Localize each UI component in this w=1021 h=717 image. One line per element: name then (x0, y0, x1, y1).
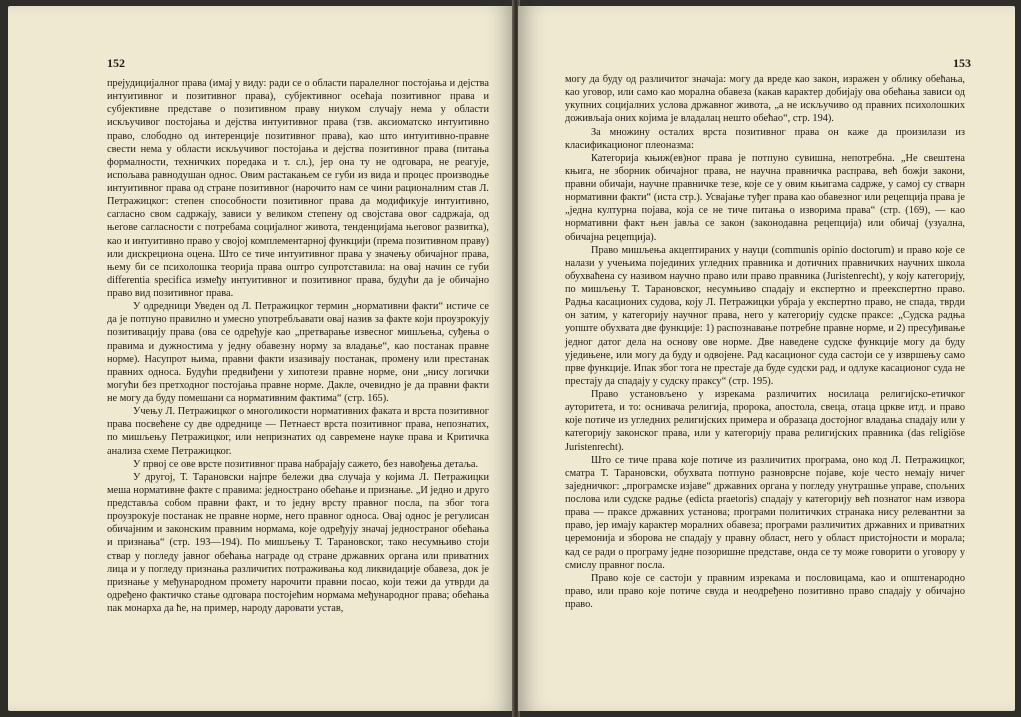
paragraph: Што се тиче права које потиче из различитих програма, оно код Л. Петражицког, сматра Т. Тарановски, обухвата потпуно разноврсне појаве, које често немају ничег заједничког: „програмске изјаве“ државних органа у погледу унутрашње управе, спољних послова или судске радње (edicta praetoris) спадају у категорију већ познатог нам извора права — праксе државних установа; програми политичких странака нису релевантни за право, јер имају карактер моралних обавеза; програми различитих државних и приватних церемонија и зборова не спадају у правну област, него у област пристојности и морала; кад се ради о програму једне позоришне представе, онда се ту може говорити о уговору у смислу правног посла. (565, 454, 965, 571)
paragraph: прејудицијалног права (имај у виду: ради се о области паралелног постојања и дејства интуитивног и позитивног права), субјективног осећаја позитивног права и субјективне представе о позитивном праву ниуком случају нема у области искључивог постојања и дејства интуитивног права (тзв. аксиоматско интуитивно право, слободно од интеренције позитивног права), као што интуитивно-правне свести нема у области искључивог постојања и дејства позитивног права (питања формалности, техничких поредака и т. сл.), јер она ту не одговара, не реагује, испољава равнодушан однос. Овим растакањем се губи из вида и процес производње интуитивног права од стране позитивног (нарочито нам се чини рационалним став Л. Петражицког: степен способности позитивног права да модификује интуитивно, сагласно свом садржају, зависи у великом степену од својстава овог садржаја, од његове сагласности с потребама социјалног живота, тенденцијама његовог развитка), као и интуитивно право у својој комплементарној функцији (према позитивном праву) или дискрециона оцена. Што се тиче интуитивног права у значењу обичајног права, њему би се психолошка теорија права оштро супротставила: на овај начин се губи differentia specifica између интуитивног и позитивног права, будући да је обичајно право вид позитивног права. (107, 78, 489, 299)
paragraph: У другој, Т. Тарановски најпре бележи два случаја у којима Л. Петражицки меша нормативне факте с правима: једнострано обећање и признање. „И једно и друго представља собом правни факт, и то једну врсту правног посла, па због тога проузрокује постанак не правне норме, него правног односа. Овај однос је регулисан обичајним и законским правним нормама, које одређују значај једностраног обећања и признања“ (стр. 193—194). По мишљењу Т. Тарановског, тако несумњиво стоји ствар у погледу јавног обећања награде од стране државних органа или приватних лица и у погледу признања различитих потраживања код ликвидације обавеза, док је признање у међународном промету нарочити правни посао, који тежи да утврди да одређено фактичко стање одговара постојећим нормама међународног права; обећања пак монарха да ће, на пример, народу даровати устав, (107, 471, 490, 614)
paragraph: Учењу Л. Петражицког о многоликости нормативних факата и врста позитивног права посвећене су две одреднице — Петнаест врста позитивног права, непознатих, по мишљењу Петражицког, или непризнатих од савремене науке права и Критичка анализа схеме Петражицког. (107, 406, 489, 457)
right-page (518, 6, 1015, 711)
page-text (107, 77, 489, 615)
paragraph: Категорија књиж(ев)ног права је потпуно сувишна, непотребна. „Не свештена књига, не зборник обичајног права, не научна правничка расправа, већ божји закони, правни обичаји, научне правничке тезе, које се у овим књигама садрже, у самој су стварн нормативни факти“ (иста стр.). Усвајање туђег права као обавезног или рецепција права је „једна културна појава, која се не тиче питања о изворима права“ (стр. (169), — као нормативни факт њен јавља се закон (законодавна рецепција) или обичај (узуална, обичајна рецепција). (565, 152, 965, 243)
page-number: 152 (107, 56, 125, 70)
paragraph: Право мишљења акцептираних у науци (communis opinio doctorum) и право које се налази у учењима појединих угледних правника и дотичних правничких научних школа обухваћена су називом научно право или право правника (Juristenrecht), у коју категорију, по мишљењу Т. Тарановског, несумњиво спадају и експертно и преекспертно право. Радња касационих судова, коју Л. Петражицки убраја у експертно право, не спада, тврди он затим, у категорију научног права, него у категорију судске праксе: „Судска радња уопште обухвата две функције: 1) распознавање потребне правне норме, и 2) пресуђивање једног датог дела на основу ове норме. Две наведене судске функције могу да буду уједињене, или могу да буду и одвојене. Рад касационог суда састоји се у извршењу само прве функције. Ипак због тога не престаје да буде судски рад, и одлуке касационог суда не престају да спадају у судску праксу“ (стр. 195). (565, 244, 965, 387)
paragraph: могу да буду од различитог значаја: могу да вреде као закон, изражен у облику обећања, као уговор, или само као морална обавеза (какав карактер добијају ова обећања зависи од укупних социјалних услова државног живота, „а не искључиво од правних психолошких доживљаја оних којима је владалац нешто обећао“, стр. 194). (565, 74, 965, 125)
left-page (8, 6, 514, 711)
page-number: 153 (953, 56, 971, 70)
paragraph: Право установљено у изрекама различитих носилаца религијско-етичког ауторитета, и то: оснивача религија, пророка, апостола, свеца, отаца цркве итд. и право које потиче из угледних религијских примера и образаца достојног владања спадају или у категорију законског права, или у категорију права религијских правника (das religiöse Juristenrecht). (565, 389, 965, 453)
paragraph: Право које се састоји у правним изрекама и пословицама, као и општенародно право, или право које потиче свуда и неодређено позитивно право спадају у обичајно право. (565, 572, 965, 610)
page-text (565, 73, 965, 611)
paragraph: У првој се ове врсте позитивног права набрајају сажето, без навођења детаља. (133, 458, 479, 470)
paragraph: За множину осталих врста позитивног права он каже да произилази из класификационог плеоназма: (565, 126, 965, 151)
paragraph: У одредници Уведен од Л. Петражицког термин „нормативни факти“ истиче се да је потпуно правилно и умесно употребљавати овај назив за факте који проузрокују позитивацију права (ова се одређује као „претварање извесног мишљења, суђења о правима и дужностима у једну обавезну норму за владање“, као постанак правне норме). Насупрот њима, правни факти изазивају постанак, промену или престанак правних односа. Будући предвиђени у хипотези правне норме, они „нису логички могући без претходног постојања правне норме. Дакле, очевидно је да правни факти не могу да буду помешани са нормативним фактима“ (стр. 165). (107, 301, 489, 404)
